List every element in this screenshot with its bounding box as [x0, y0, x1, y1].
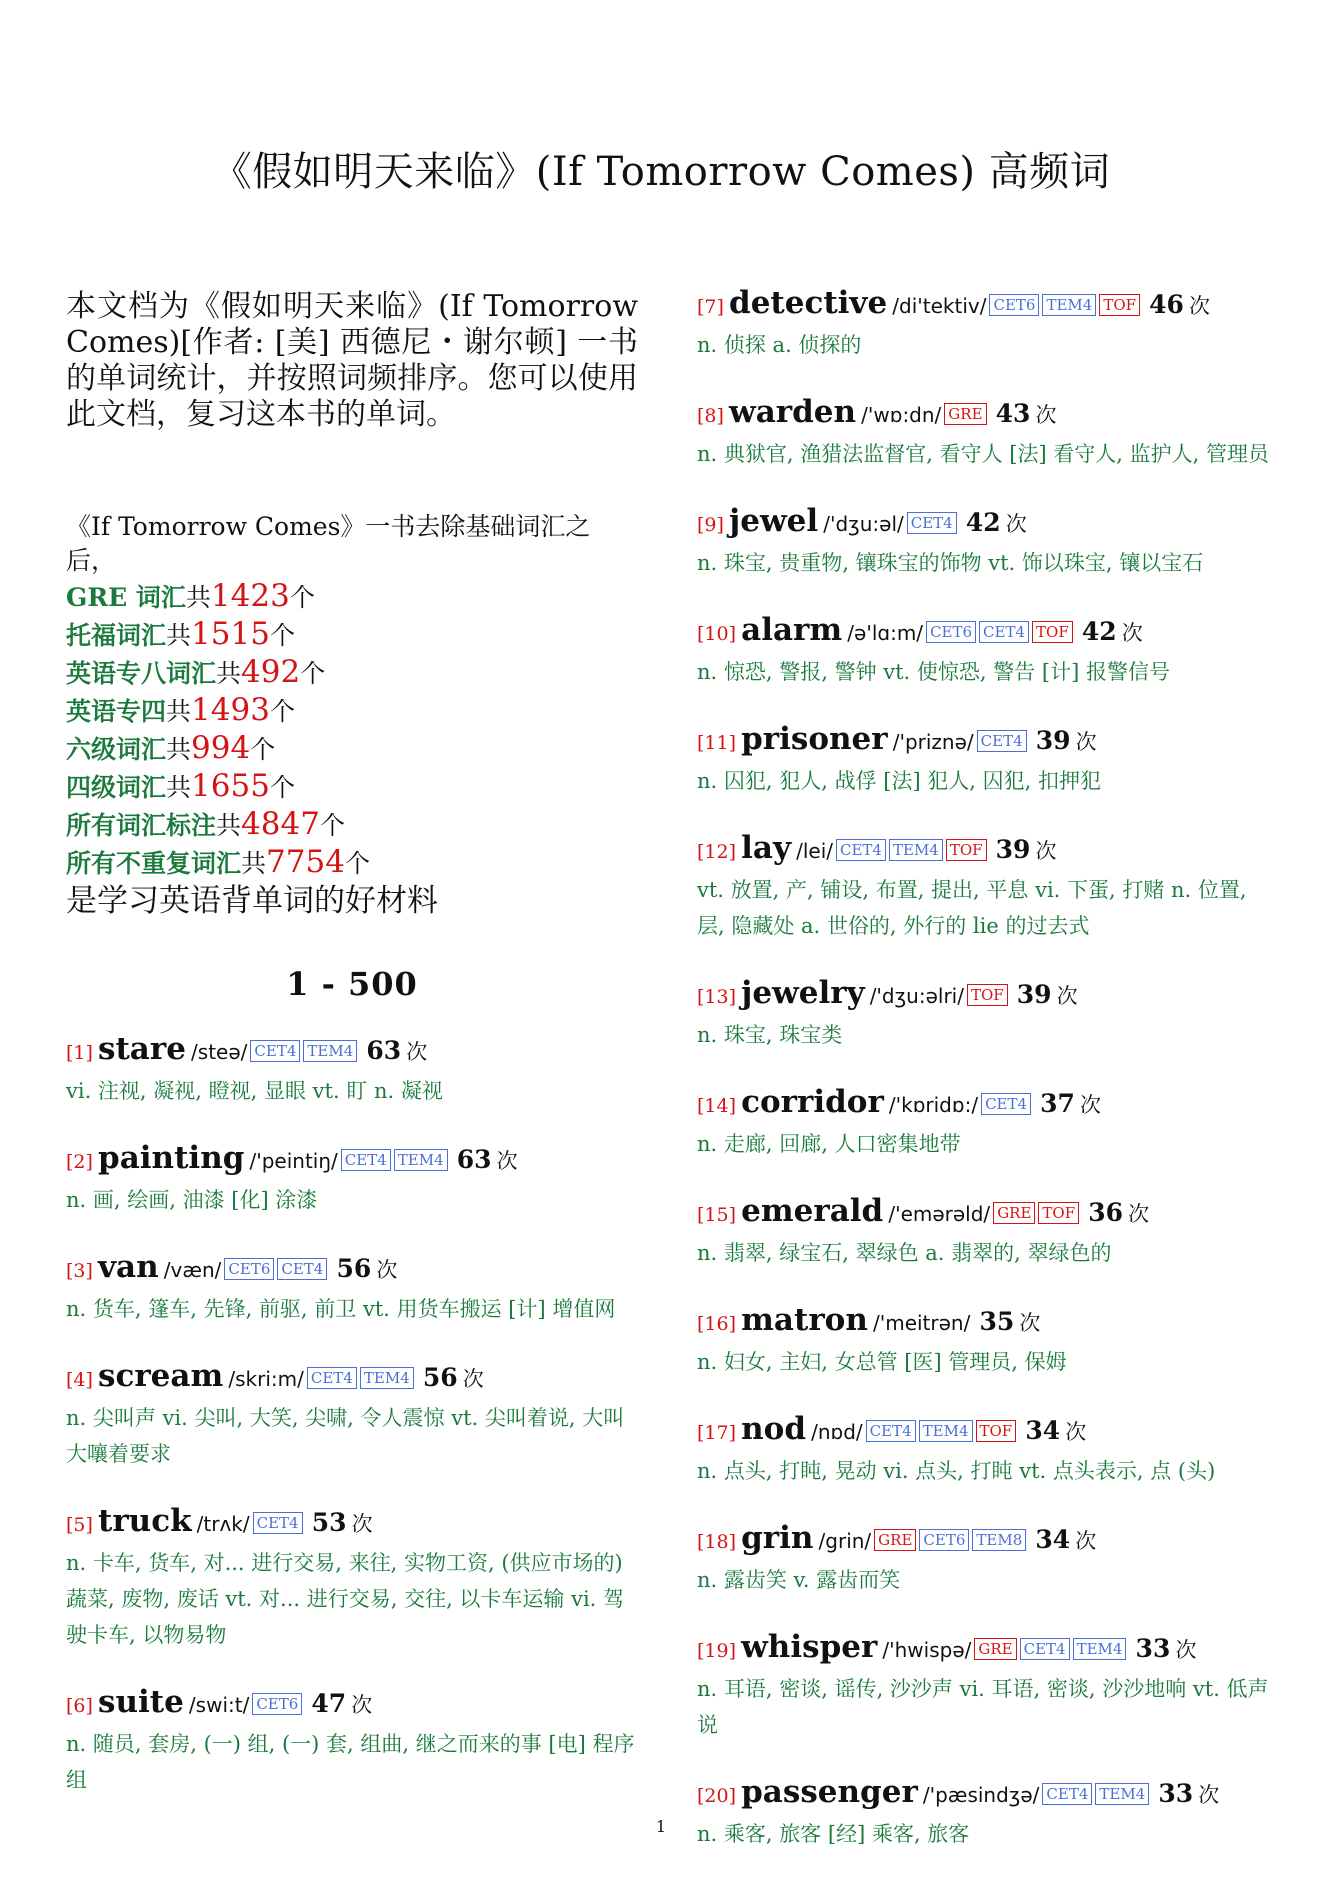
- exam-tag: CET4: [1020, 1638, 1070, 1660]
- count-suffix: 次: [1075, 730, 1097, 754]
- entry-phonetic: /di'tektiv/: [892, 294, 987, 318]
- entry-word: nod: [741, 1411, 807, 1447]
- word-entry: [66, 1502, 638, 1653]
- entry-word: prisoner: [741, 721, 888, 757]
- stat-mid: 共: [216, 811, 242, 840]
- exam-tag: CET4: [979, 621, 1029, 643]
- entry-definition: n. 典狱官, 渔猎法监督官, 看守人 [法] 看守人, 监护人, 管理员: [697, 442, 1270, 466]
- entry-count: 56: [422, 1363, 458, 1392]
- stat-mid: 共: [166, 697, 192, 726]
- word-entry: [66, 1248, 638, 1327]
- entry-phonetic: /skri:m/: [228, 1367, 304, 1391]
- entry-count: 34: [1035, 1525, 1071, 1554]
- entry-count: 35: [979, 1307, 1015, 1336]
- intro-paragraph: 本文档为《假如明天来临》(If Tomorrow Comes)[作者: [美] 西德尼・谢尔顿] 一书的单词统计，并按照词频排序。您可以使用此文档，复习这本书的单词。: [66, 289, 638, 432]
- stat-number: 1493: [191, 692, 270, 728]
- stat-unit: 个: [289, 583, 315, 612]
- entry-definition: n. 翡翠, 绿宝石, 翠绿色 a. 翡翠的, 翠绿色的: [697, 1241, 1112, 1265]
- entry-phonetic: /swi:t/: [188, 1693, 250, 1717]
- stat-number: 7754: [266, 844, 345, 880]
- exam-tag: TEM4: [1042, 294, 1096, 316]
- entry-definition: n. 卡车, 货车, 对... 进行交易, 来往, 实物工资, (供应市场的) 蔬菜, 废物, 废话 vt. 对... 进行交易, 交往, 以卡车运输 vi. 驾驶卡车, 以物易物: [66, 1551, 625, 1647]
- range-heading: 1 - 500: [286, 965, 418, 1003]
- word-entry: [66, 1139, 638, 1218]
- entry-phonetic: /steə/: [191, 1040, 248, 1064]
- entry-definition: n. 尖叫声 vi. 尖叫, 大笑, 尖啸, 令人震惊 vt. 尖叫着说, 大叫大嚷着要求: [66, 1406, 625, 1466]
- exam-tag: CET4: [253, 1512, 303, 1534]
- entry-head: [66, 1683, 638, 1726]
- entry-phonetic: /'emərəld/: [888, 1202, 991, 1226]
- count-suffix: 次: [1175, 1638, 1197, 1662]
- entry-index: [9]: [697, 514, 724, 536]
- entry-index: [18]: [697, 1531, 737, 1553]
- exam-tag: TEM4: [1073, 1638, 1127, 1660]
- entry-definition: n. 乘客, 旅客 [经] 乘客, 旅客: [697, 1822, 970, 1846]
- stats-lead: 《If Tomorrow Comes》一书去除基础词汇之后，: [66, 512, 591, 575]
- exam-tag: TOF: [1038, 1202, 1079, 1224]
- exam-tag: CET4: [866, 1420, 916, 1442]
- entry-word: jewel: [729, 503, 819, 539]
- stat-unit: 个: [344, 849, 370, 878]
- entry-count: 33: [1158, 1779, 1194, 1808]
- count-suffix: 次: [1075, 1529, 1097, 1553]
- entry-word: emerald: [741, 1193, 884, 1229]
- entry-phonetic: /ə'lɑ:m/: [847, 621, 924, 645]
- entry-index: [15]: [697, 1204, 737, 1226]
- entry-index: [19]: [697, 1640, 737, 1662]
- count-suffix: 次: [1035, 403, 1057, 427]
- exam-tag: TEM4: [889, 839, 943, 861]
- word-entry: [697, 974, 1275, 1053]
- entry-head: [697, 1192, 1275, 1235]
- entry-count: 34: [1025, 1416, 1061, 1445]
- stat-label: 所有词汇标注: [66, 811, 217, 840]
- stat-label: 托福词汇: [66, 621, 167, 650]
- stat-label: 四级词汇: [66, 773, 167, 802]
- word-entry: [66, 1357, 638, 1472]
- stat-line: [66, 768, 638, 806]
- entries-right-column: [697, 284, 1275, 1882]
- stat-mid: 共: [166, 773, 192, 802]
- entry-word: scream: [98, 1358, 224, 1394]
- exam-tag: TEM4: [1095, 1783, 1149, 1805]
- count-suffix: 次: [351, 1512, 373, 1536]
- count-suffix: 次: [1019, 1311, 1041, 1335]
- word-entry: [697, 1628, 1275, 1743]
- count-suffix: 次: [1128, 1202, 1150, 1226]
- count-suffix: 次: [1080, 1093, 1102, 1117]
- word-entry: [697, 1773, 1275, 1852]
- entry-count: 39: [1035, 726, 1071, 755]
- count-suffix: 次: [406, 1040, 428, 1064]
- entry-head: [697, 1301, 1275, 1344]
- entry-definition: n. 走廊, 回廊, 人口密集地带: [697, 1132, 961, 1156]
- stat-line: [66, 692, 638, 730]
- exam-tag: CET4: [977, 730, 1027, 752]
- word-entry: [697, 1410, 1275, 1489]
- entry-count: 63: [366, 1036, 402, 1065]
- entry-index: [10]: [697, 623, 737, 645]
- entry-head: [66, 1139, 638, 1182]
- exam-tag: CET4: [907, 512, 957, 534]
- stat-number: 994: [191, 730, 251, 766]
- exam-tag: GRE: [944, 403, 986, 425]
- stat-line: [66, 616, 638, 654]
- stat-number: 1423: [210, 578, 290, 614]
- entry-word: corridor: [741, 1084, 884, 1120]
- stat-line: [66, 844, 638, 882]
- exam-tag: TOF: [946, 839, 987, 861]
- entry-phonetic: /'hwispə/: [882, 1638, 972, 1662]
- word-entry: [697, 393, 1275, 472]
- word-entry: [697, 1083, 1275, 1162]
- entry-phonetic: /'meitrən/: [872, 1311, 971, 1335]
- word-entry: [697, 1301, 1275, 1380]
- entry-definition: n. 货车, 篷车, 先锋, 前驱, 前卫 vt. 用货车搬运 [计] 增值网: [66, 1297, 616, 1321]
- word-entry: [697, 1192, 1275, 1271]
- entry-head: [697, 1519, 1275, 1562]
- entry-index: [3]: [66, 1260, 93, 1282]
- entry-phonetic: /'peintiŋ/: [249, 1149, 338, 1173]
- entry-count: 47: [311, 1689, 347, 1718]
- entry-definition: n. 露齿笑 v. 露齿而笑: [697, 1568, 901, 1592]
- entry-definition: n. 画, 绘画, 油漆 [化] 涂漆: [66, 1188, 318, 1212]
- entry-count: 42: [965, 508, 1001, 537]
- entry-index: [8]: [697, 405, 724, 427]
- exam-tag: CET4: [277, 1258, 327, 1280]
- exam-tag: CET4: [836, 839, 886, 861]
- entry-index: [12]: [697, 841, 737, 863]
- entry-phonetic: /lei/: [796, 839, 833, 863]
- stat-label: 英语专八词汇: [66, 659, 217, 688]
- entry-count: 37: [1040, 1089, 1075, 1118]
- exam-tag: TOF: [967, 984, 1008, 1006]
- entry-phonetic: /'dʒu:əl/: [823, 512, 904, 536]
- entry-phonetic: /'pæsindʒə/: [922, 1783, 1040, 1807]
- exam-tag: TEM4: [919, 1420, 973, 1442]
- entry-phonetic: /trʌk/: [196, 1512, 250, 1536]
- entry-definition: n. 耳语, 密谈, 谣传, 沙沙声 vi. 耳语, 密谈, 沙沙地响 vt. 低声说: [697, 1677, 1269, 1737]
- word-entry: [697, 720, 1275, 799]
- stat-unit: 个: [269, 621, 295, 650]
- stat-mid: 共: [166, 735, 192, 764]
- entry-count: 39: [1016, 980, 1052, 1009]
- stat-unit: 个: [300, 659, 326, 688]
- page-number: 1: [655, 1817, 667, 1836]
- entry-count: 43: [995, 399, 1031, 428]
- entry-head: [66, 1357, 638, 1400]
- exam-tag: TEM4: [394, 1149, 448, 1171]
- exam-tag: CET6: [989, 294, 1039, 316]
- exam-tag: TOF: [1099, 294, 1140, 316]
- stat-label: GRE 词汇: [66, 583, 186, 612]
- entry-head: [66, 1502, 638, 1545]
- entry-head: [697, 502, 1275, 545]
- stat-unit: 个: [269, 773, 295, 802]
- entry-count: 36: [1088, 1198, 1124, 1227]
- entry-index: [2]: [66, 1151, 93, 1173]
- exam-tag: CET4: [981, 1093, 1031, 1115]
- word-entry: [697, 502, 1275, 581]
- exam-tag: TEM4: [360, 1367, 414, 1389]
- exam-tag: GRE: [974, 1638, 1016, 1660]
- stat-mid: 共: [216, 659, 242, 688]
- stat-number: 492: [241, 654, 301, 690]
- entry-head: [66, 1248, 638, 1291]
- count-suffix: 次: [1065, 1420, 1087, 1444]
- stat-line: [66, 730, 638, 768]
- entry-word: alarm: [741, 612, 843, 648]
- entry-count: 56: [336, 1254, 372, 1283]
- entry-count: 39: [995, 835, 1031, 864]
- exam-tag: CET4: [307, 1367, 357, 1389]
- count-suffix: 次: [462, 1367, 484, 1391]
- exam-tag: CET6: [919, 1529, 969, 1551]
- entry-head: [697, 1083, 1275, 1126]
- entry-phonetic: /'kɒridɒ:/: [888, 1093, 979, 1117]
- exam-tag: CET4: [341, 1149, 391, 1171]
- entry-head: [697, 829, 1275, 872]
- count-suffix: 次: [1121, 621, 1143, 645]
- entry-word: jewelry: [741, 975, 865, 1011]
- count-suffix: 次: [376, 1258, 398, 1282]
- word-entry: [697, 284, 1275, 363]
- entry-word: stare: [98, 1031, 186, 1067]
- exam-tag: GRE: [993, 1202, 1035, 1224]
- stat-mid: 共: [166, 621, 192, 650]
- exam-tag: CET4: [1042, 1783, 1092, 1805]
- stat-mid: 共: [241, 849, 267, 878]
- entry-word: matron: [741, 1302, 868, 1338]
- exam-tag: TEM4: [303, 1040, 357, 1062]
- exam-tag: CET6: [252, 1693, 302, 1715]
- entry-index: [14]: [697, 1095, 737, 1117]
- entry-head: [697, 1628, 1275, 1671]
- word-entry: [697, 829, 1275, 944]
- stat-unit: 个: [319, 811, 345, 840]
- entry-definition: n. 珠宝, 贵重物, 镶珠宝的饰物 vt. 饰以珠宝, 镶以宝石: [697, 551, 1204, 575]
- entry-count: 46: [1149, 290, 1184, 319]
- stat-line: [66, 578, 638, 616]
- entry-phonetic: /'wɒ:dn/: [861, 403, 942, 427]
- entry-index: [17]: [697, 1422, 737, 1444]
- count-suffix: 次: [1035, 839, 1057, 863]
- entry-phonetic: /grin/: [818, 1529, 872, 1553]
- entry-index: [13]: [697, 986, 737, 1008]
- entry-word: passenger: [741, 1774, 918, 1810]
- entry-word: painting: [98, 1140, 245, 1176]
- entry-head: [697, 611, 1275, 654]
- entry-word: truck: [98, 1503, 192, 1539]
- entry-head: [697, 1410, 1275, 1453]
- stat-line: [66, 654, 638, 692]
- entries-left-column: [66, 1030, 638, 1828]
- entry-definition: vt. 放置, 产, 铺设, 布置, 提出, 平息 vi. 下蛋, 打赌 n. 位置, 层, 隐藏处 a. 世俗的, 外行的 lie 的过去式: [697, 878, 1247, 938]
- entry-index: [5]: [66, 1514, 93, 1536]
- stat-unit: 个: [250, 735, 276, 764]
- entry-word: grin: [741, 1520, 814, 1556]
- entry-word: detective: [729, 285, 888, 321]
- exam-tag: TEM8: [972, 1529, 1026, 1551]
- entry-phonetic: /væn/: [163, 1258, 222, 1282]
- stat-unit: 个: [269, 697, 295, 726]
- entry-definition: vi. 注视, 凝视, 瞪视, 显眼 vt. 盯 n. 凝视: [66, 1079, 443, 1103]
- entry-definition: n. 点头, 打盹, 晃动 vi. 点头, 打盹 vt. 点头表示, 点 (头): [697, 1459, 1216, 1483]
- exam-tag: GRE: [874, 1529, 916, 1551]
- word-entry: [66, 1683, 638, 1798]
- count-suffix: 次: [1189, 294, 1211, 318]
- exam-tag: CET6: [926, 621, 976, 643]
- entry-definition: n. 侦探 a. 侦探的: [697, 333, 862, 357]
- count-suffix: 次: [351, 1693, 373, 1717]
- exam-tag: CET6: [224, 1258, 274, 1280]
- entry-definition: n. 随员, 套房, (一) 组, (一) 套, 组曲, 继之而来的事 [电] 程序组: [66, 1732, 635, 1792]
- entry-index: [6]: [66, 1695, 93, 1717]
- count-suffix: 次: [1005, 512, 1027, 536]
- entry-phonetic: /nɒd/: [811, 1420, 863, 1444]
- exam-tag: TOF: [976, 1420, 1017, 1442]
- entry-head: [697, 393, 1275, 436]
- entry-head: [66, 1030, 638, 1073]
- entry-index: [20]: [697, 1785, 737, 1807]
- exam-tag: TOF: [1032, 621, 1073, 643]
- entry-word: van: [98, 1249, 159, 1285]
- entry-head: [697, 1773, 1275, 1816]
- entry-definition: n. 囚犯, 犯人, 战俘 [法] 犯人, 囚犯, 扣押犯: [697, 769, 1102, 793]
- exam-tag: CET4: [250, 1040, 300, 1062]
- entry-phonetic: /'dʒu:əlri/: [869, 984, 964, 1008]
- entry-count: 63: [456, 1145, 492, 1174]
- stat-label: 六级词汇: [66, 735, 167, 764]
- word-entry: [697, 611, 1275, 690]
- entry-word: lay: [741, 830, 791, 866]
- entry-index: [1]: [66, 1042, 93, 1064]
- entry-index: [11]: [697, 732, 737, 754]
- stat-line: [66, 806, 638, 844]
- word-entry: [66, 1030, 638, 1109]
- entry-definition: n. 珠宝, 珠宝类: [697, 1023, 843, 1047]
- entry-word: warden: [729, 394, 857, 430]
- stat-number: 4847: [241, 806, 320, 842]
- word-entry: [697, 1519, 1275, 1598]
- stats-tail: 是学习英语背单词的好材料: [66, 883, 438, 919]
- entry-head: [697, 284, 1275, 327]
- entry-index: [4]: [66, 1369, 93, 1391]
- entry-word: suite: [98, 1684, 184, 1720]
- entry-index: [16]: [697, 1313, 737, 1335]
- stat-number: 1515: [191, 616, 270, 652]
- count-suffix: 次: [1056, 984, 1078, 1008]
- count-suffix: 次: [1198, 1783, 1220, 1807]
- count-suffix: 次: [496, 1149, 518, 1173]
- stat-label: 所有不重复词汇: [66, 849, 242, 878]
- stats-block: [66, 510, 638, 920]
- stat-number: 1655: [191, 768, 270, 804]
- entry-word: whisper: [741, 1629, 878, 1665]
- page-title: 《假如明天来临》(If Tomorrow Comes) 高频词: [211, 149, 1111, 195]
- stat-mid: 共: [185, 583, 211, 612]
- entry-head: [697, 720, 1275, 763]
- entry-head: [697, 974, 1275, 1017]
- entry-phonetic: /'priznə/: [892, 730, 974, 754]
- entry-definition: n. 惊恐, 警报, 警钟 vt. 使惊恐, 警告 [计] 报警信号: [697, 660, 1170, 684]
- entry-count: 53: [311, 1508, 347, 1537]
- entry-index: [7]: [697, 296, 724, 318]
- entry-count: 42: [1081, 617, 1117, 646]
- entry-definition: n. 妇女, 主妇, 女总管 [医] 管理员, 保姆: [697, 1350, 1067, 1374]
- stat-label: 英语专四: [66, 697, 167, 726]
- entry-count: 33: [1135, 1634, 1171, 1663]
